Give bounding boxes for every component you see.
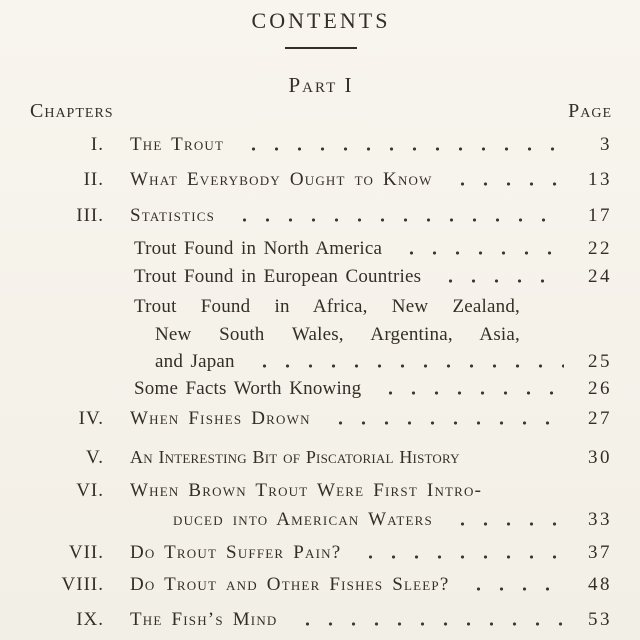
- dot-leader: [227, 218, 564, 222]
- toc-entry-9: [30, 608, 612, 632]
- page-number: 53: [588, 609, 612, 630]
- chapter-numeral: VI.: [76, 480, 104, 501]
- toc-subentry-3-line-2: [30, 323, 612, 347]
- chapter-title: What Everybody Ought to Know: [130, 169, 433, 190]
- chapter-title: When Fishes Drown: [130, 408, 311, 429]
- toc-entry-7: [30, 541, 612, 565]
- chapter-numeral: VII.: [68, 542, 104, 563]
- toc-subentry-4: [30, 377, 612, 401]
- page-number: 48: [588, 574, 612, 595]
- dot-leader: [394, 251, 564, 255]
- page-number: 25: [588, 351, 612, 372]
- page-number: 33: [588, 509, 612, 530]
- toc-subentry-3-line-1: [30, 295, 612, 319]
- page-number: 27: [588, 408, 612, 429]
- part-heading: Part I: [288, 73, 354, 97]
- entry-body: [130, 573, 566, 597]
- chapter-numeral: III.: [76, 205, 104, 226]
- page-number: 22: [588, 238, 612, 259]
- toc-entry-4: [30, 407, 612, 431]
- entry-body: [130, 608, 566, 632]
- subentry-line: and Japan: [155, 351, 235, 372]
- dot-leader: [445, 182, 564, 186]
- chapter-numeral: VIII.: [61, 574, 104, 595]
- dot-leader: [373, 391, 564, 395]
- chapter-numeral: I.: [90, 134, 104, 155]
- toc-entry-6-line-1: [30, 479, 612, 503]
- page-number: 3: [600, 134, 612, 155]
- dot-leader: [247, 364, 564, 368]
- dot-leader: [433, 279, 564, 283]
- chapter-title: The Fish’s Mind: [130, 609, 278, 630]
- entry-body: [130, 168, 566, 192]
- entry-body: [130, 479, 612, 503]
- page-number: 37: [588, 542, 612, 563]
- column-header-chapters: Chapters: [30, 100, 114, 122]
- dot-leader: [472, 459, 564, 463]
- toc-entry-2: [30, 168, 612, 192]
- entry-body: [130, 133, 566, 157]
- toc-entry-8: [30, 573, 612, 597]
- page-number: 30: [588, 447, 612, 468]
- toc-entry-5: [30, 445, 612, 470]
- page-number: 24: [588, 266, 612, 287]
- dot-leader: [290, 622, 564, 626]
- subentry-title: Some Facts Worth Knowing: [134, 378, 362, 399]
- entry-body: [130, 407, 566, 431]
- toc-subentry-1: [30, 237, 612, 261]
- subentry-line: Trout Found in Africa, New Zealand,: [134, 296, 520, 317]
- toc-entry-3: [30, 204, 612, 228]
- dot-leader: [323, 421, 564, 425]
- chapter-numeral: IX.: [76, 609, 104, 630]
- chapter-title: The Trout: [130, 134, 225, 155]
- subentry-title: Trout Found in North America: [134, 238, 383, 259]
- chapter-title: Do Trout and Other Fishes Sleep?: [130, 574, 450, 595]
- page-number: 13: [588, 169, 612, 190]
- entry-body: [130, 541, 566, 565]
- entry-body: [130, 204, 566, 228]
- toc-subentry-2: [30, 265, 612, 289]
- toc-subentry-3-line-3: [30, 350, 612, 374]
- dot-leader: [353, 555, 564, 559]
- subentry-title: Trout Found in European Countries: [134, 266, 422, 287]
- page-number: 17: [588, 205, 612, 226]
- page-number: 26: [588, 378, 612, 399]
- column-headers: [30, 99, 612, 123]
- toc-entry-1: [30, 133, 612, 157]
- toc-entry-6-line-2: [30, 508, 612, 532]
- chapter-title: Statistics: [130, 205, 216, 226]
- chapter-numeral: V.: [85, 447, 104, 468]
- chapter-numeral: II.: [83, 169, 104, 190]
- entry-body: [130, 445, 566, 469]
- page-title: CONTENTS: [251, 8, 391, 33]
- dot-leader: [461, 587, 564, 591]
- dot-leader: [236, 147, 564, 151]
- dot-leader: [445, 522, 564, 526]
- chapter-title: When Brown Trout Were First Intro-: [130, 480, 483, 501]
- chapter-numeral: IV.: [78, 408, 104, 429]
- divider-rule: [285, 47, 357, 49]
- column-header-page: Page: [568, 100, 612, 122]
- chapter-title: Do Trout Suffer Pain?: [130, 542, 342, 563]
- subentry-line: New South Wales, Argentina, Asia,: [155, 324, 520, 345]
- chapter-title: An Interesting Bit of Piscatorial History: [130, 447, 460, 467]
- chapter-title-continuation: duced into American Waters: [173, 509, 433, 530]
